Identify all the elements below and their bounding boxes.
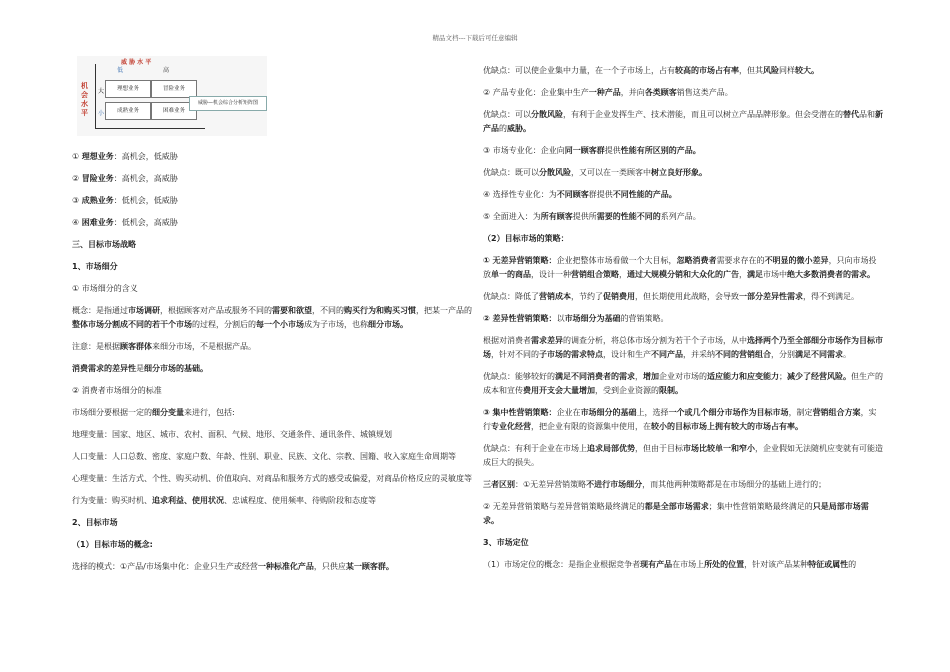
paragraph-note: 注意：是根据顾客群体来细分市场，不是根据产品。 [72,342,256,351]
vertical-axis [95,64,96,128]
list-item: ① 理想业务：高机会，低威胁 [72,152,178,161]
big-label: 大 [98,88,105,95]
sub-heading: ① 市场细分的含义 [72,284,138,293]
paragraph: （1）市场定位的概念：是指企业根据竞争者现有产品在市场上所处的位置，针对该产品某种特征或属性的 [483,560,857,569]
paragraph-pop: 人口变量：人口总数、密度、家庭户数、年龄、性别、职业、民族、文化、宗教、国籍、收入家庭生命周期等 [72,452,456,461]
paragraph: ② 产品专业化：企业集中生产一种产品，并向各类顾客销售这类产品。 [483,88,733,97]
right-column [483,64,883,580]
threat-opportunity-matrix [77,56,267,136]
paragraph: 三者区别：①无差异营销策略不进行市场细分，而其他两种策略都是在市场细分的基础上进行的； [483,480,827,489]
paragraph-concept: 概念：是指通过市场调研，根据顾客对产品或服务不同的需要和欲望，不同的购买行为和购买习惯，把某一产品的整体市场分割成不同的若干个市场的过程，分割后的每一个小市场成为子市场，也称细分市场。 [72,306,472,329]
paragraph: ③ 市场专业化：企业向同一顾客群提供性能有所区别的产品。 [483,146,701,155]
paragraph: 优缺点：降低了营销成本，节约了促销费用，但长期使用此战略，会导致一部分差异性需求，得不到满足。 [483,292,859,301]
paragraph: ⑤ 全面进入：为所有顾客提供所需要的性能不同的系列产品。 [483,212,701,221]
opportunity-level-label: 机 会 水 平 [81,82,88,117]
high-label: 高 [163,67,170,74]
figure-caption: 威胁—机会综合分析矩阵图 [189,96,267,111]
paragraph: 优缺点：可以分散风险，有利于企业发挥生产、技术潜能，而且可以树立产品品牌形象。但会受潜在的替代品和新产品的威胁。 [483,110,883,133]
paragraph: ③ 集中性营销策略：企业在市场细分的基础上，选择一个或几个细分市场作为目标市场，制定营销组合方案，实行专业化经营，把企业有限的资源集中使用，在较小的目标市场上拥有较大的市场占有率。 [483,408,877,431]
paragraph: ④ 选择性专业化：为不同顾客群提供不同性能的产品。 [483,190,677,199]
matrix-cell-difficult: 困难业务 [151,102,197,120]
matrix-cell-risky: 冒险业务 [151,80,197,98]
low-label: 低 [117,67,124,74]
matrix-cell-ideal: 理想业务 [105,80,151,98]
paragraph-mode: 选择的模式：①产品/市场集中化：企业只生产或经营一种标准化产品，只供应某一顾客群。 [72,562,394,571]
horizontal-axis [95,128,205,129]
paragraph-psy: 心理变量：生活方式、个性、购买动机、价值取向、对商品和服务方式的感受或偏爱，对商品价格反应的灵敏度等 [72,474,472,483]
sub-heading: ② 消费者市场细分的标准 [72,386,162,395]
left-column [72,150,472,582]
subsection-heading: 3、市场定位 [483,538,529,547]
section-heading: 三、目标市场战略 [72,240,136,249]
paragraph-vars: 市场细分要根据一定的细分变量来进行，包括: [72,408,235,417]
paragraph: 优缺点：既可以分散风险，又可以在一类顾客中树立良好形象。 [483,168,707,177]
paragraph: 优缺点：有利于企业在市场上追求局部优势，但由于目标市场比较单一和窄小，企业假如无法随机应变就有可能造成巨大的损失。 [483,444,883,467]
page-header: 精品文档---下载后可任意编辑 [432,34,518,42]
paragraph: ② 无差异营销策略与差异营销策略最终满足的都是全部市场需求；集中性营销策略最终满足的只是局部市场需求。 [483,502,869,525]
paragraph-geo: 地理变量：国家、地区、城市、农村、面积、气候、地形、交通条件、通讯条件、城镇规划 [72,430,392,439]
sub-heading: （1）目标市场的概念: [72,540,153,549]
paragraph-basis: 消费需求的差异性是细分市场的基础。 [72,364,208,373]
matrix-cell-mature: 成熟业务 [105,102,151,120]
paragraph: ① 无差异营销策略：企业把整体市场看做一个大目标，忽略消费者需要求存在的不明显的微小差异，只向市场投放单一的商品，设计一种营销组合策略，通过大规模分销和大众化的广告，满足市场中绝大多数消费者的需求。 [483,256,877,279]
list-item: ③ 成熟业务：低机会，低威胁 [72,196,178,205]
small-label: 小 [98,110,105,117]
paragraph: 优缺点：能够较好的满足不同消费者的需求，增加企业对市场的适应能力和应变能力；减少了经营风险。但生产的成本和宣传费用开支会大量增加，受到企业资源的限制。 [483,372,883,395]
list-item: ② 冒险业务：高机会，高威胁 [72,174,178,183]
paragraph: 优缺点：可以使企业集中力量，在一个子市场上，占有较高的市场占有率，但其风险同样较大。 [483,66,819,75]
threat-level-label: 威 胁 水 平 [121,59,152,66]
subsection-heading: 2、目标市场 [72,518,118,527]
subsection-heading: 1、市场细分 [72,262,118,271]
paragraph: 根据对消费者需求差异的调查分析，将总体市场分割为若干个子市场，从中选择两个乃至全部细分市场作为目标市场，针对不同的子市场的需求特点，设计和生产不同产品，并采纳不同的营销组合，分别满足不同需求。 [483,336,883,359]
sub-heading: （2）目标市场的策略： [483,234,569,243]
paragraph-beh: 行为变量：购买时机、追求利益、使用状况、忠诚程度、使用频率、待购阶段和态度等 [72,496,376,505]
paragraph: ② 差异性营销策略：以市场细分为基础的营销策略。 [483,314,669,323]
list-item: ④ 困难业务：低机会，高威胁 [72,218,178,227]
